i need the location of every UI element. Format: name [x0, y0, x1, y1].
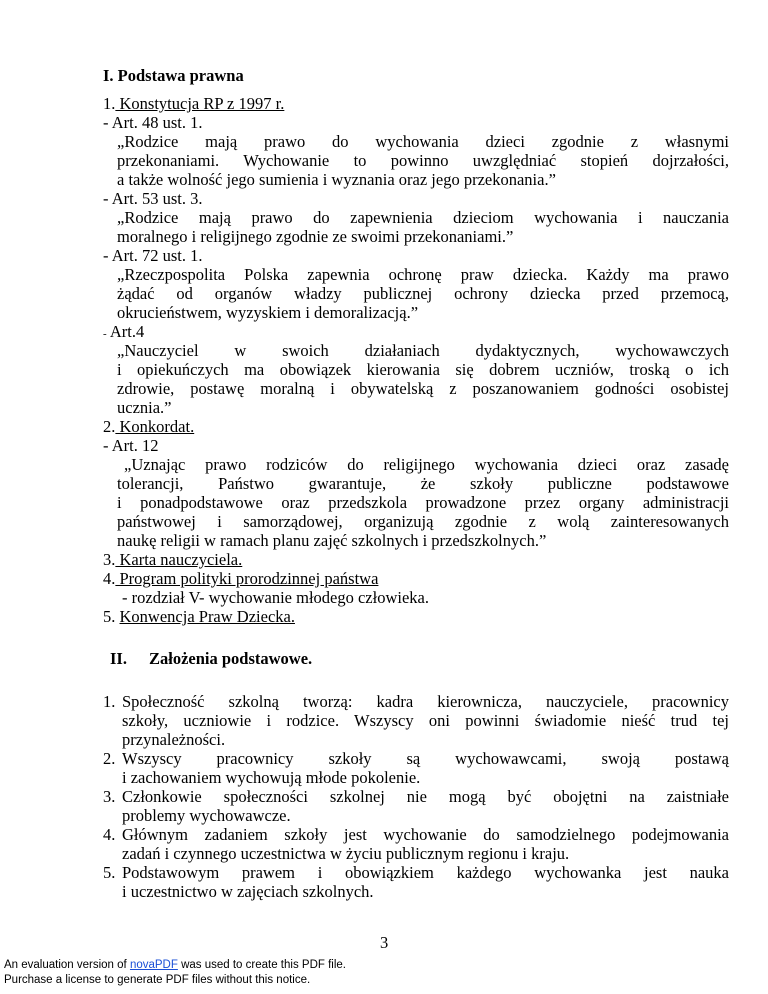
article-12-line: i ponadpodstawowe oraz przedszkola prowadzone przez organy administracji [117, 493, 729, 512]
item-title: Karta nauczyciela. [115, 550, 243, 569]
list-number: 2. [103, 749, 116, 768]
article-48-label: - Art. 48 ust. 1. [103, 113, 203, 132]
principle-line: problemy wychowawcze. [122, 806, 291, 825]
item-title: Program polityki prorodzinnej państwa [115, 569, 379, 588]
list-item-teacher-charter [103, 550, 242, 569]
principle-line: i zachowaniem wychowują młode pokolenie. [122, 768, 421, 787]
article-72-label: - Art. 72 ust. 1. [103, 246, 203, 265]
list-number: 2. [103, 417, 116, 436]
principle-line: szkoły, uczniowie i rodzice. Wszyscy oni powinni świadomie nieść trud tej [122, 711, 729, 730]
article-48-line: przekonaniami. Wychowanie to powinno uwzględniać stopień dojrzałości, [117, 151, 729, 170]
item-title: Konkordat. [115, 417, 195, 436]
principle-line: przynależności. [122, 730, 226, 749]
principle-line: Wszyscy pracownicy szkoły są wychowawcami, swoją postawą [122, 749, 729, 768]
article-4-title: Art.4 [106, 322, 145, 341]
novapdf-link[interactable]: novaPDF [129, 959, 178, 971]
list-number: 5. [103, 607, 116, 626]
list-item-constitution [103, 94, 284, 113]
article-53-line: „Rodzice mają prawo do zapewnienia dzieciom wychowania i nauczania [117, 208, 729, 227]
notice-text: An evaluation version of [4, 959, 130, 971]
article-4-line: i opiekuńczych ma obowiązek kierowania się dobrem uczniów, troską o ich [117, 360, 729, 379]
article-12-line: tolerancji, Państwo gwarantuje, że szkoły publiczne podstawowe [117, 474, 729, 493]
list-number: 4. [103, 825, 116, 844]
list-item-concordat [103, 417, 194, 436]
list-number: 1. [103, 94, 116, 113]
dash: - [103, 328, 107, 340]
principle-line: Głównym zadaniem szkoły jest wychowanie do samodzielnego podejmowania [122, 825, 729, 844]
family-policy-subitem: - rozdział V- wychowanie młodego człowieka. [122, 588, 429, 607]
evaluation-notice [4, 958, 346, 972]
list-item-convention [103, 607, 295, 626]
notice-text: was used to create this PDF file. [177, 959, 346, 971]
list-number: 5. [103, 863, 116, 882]
article-48-line: „Rodzice mają prawo do wychowania dzieci zgodnie z własnymi [117, 132, 729, 151]
principle-line: zadań i czynnego uczestnictwa w życiu publicznym regionu i kraju. [122, 844, 570, 863]
article-12-label: - Art. 12 [103, 436, 159, 455]
section-1-heading: I. Podstawa prawna [103, 66, 244, 85]
article-4-line: „Nauczyciel w swoich działaniach dydaktycznych, wychowawczych [117, 341, 729, 360]
list-number: 3. [103, 550, 116, 569]
article-12-line: „Uznając prawo rodziców do religijnego wychowania dzieci oraz zasadę [124, 455, 729, 474]
principle-line: Członkowie społeczności szkolnej nie mogą być obojętni na zaistniałe [122, 787, 729, 806]
article-53-label: - Art. 53 ust. 3. [103, 189, 203, 208]
list-number: 1. [103, 692, 116, 711]
article-4-line: zdrowie, postawę moralną i obywatelską z poszanowaniem godności osobistej [117, 379, 729, 398]
principle-line: Podstawowym prawem i obowiązkiem każdego wychowanka jest nauka [122, 863, 729, 882]
article-72-line: „Rzeczpospolita Polska zapewnia ochronę praw dziecka. Każdy ma prawo [117, 265, 729, 284]
item-title: Konstytucja RP z 1997 r. [115, 94, 285, 113]
page-number: 3 [380, 933, 389, 952]
list-number: 3. [103, 787, 116, 806]
license-notice: Purchase a license to generate PDF files without this notice. [4, 974, 311, 986]
principle-line: i uczestnictwo w zajęciach szkolnych. [122, 882, 374, 901]
section-2-roman: II. [110, 649, 127, 668]
section-2-heading: Założenia podstawowe. [149, 649, 313, 668]
list-item-family-policy [103, 569, 378, 588]
article-12-line: naukę religii w ramach planu zajęć szkolnych i przedszkolnych.” [117, 531, 547, 550]
article-4-line: ucznia.” [117, 398, 172, 417]
item-title: Konwencja Praw Dziecka. [119, 607, 295, 626]
article-12-line: państwowej i samorządowej, organizują zgodnie z wolą zainteresowanych [117, 512, 729, 531]
article-72-line: okrucieństwem, wyzyskiem i demoralizacją.” [117, 303, 419, 322]
article-53-line: moralnego i religijnego zgodnie ze swoimi przekonaniami.” [117, 227, 514, 246]
principle-line: Społeczność szkolną tworzą: kadra kierownicza, nauczyciele, pracownicy [122, 692, 729, 711]
article-72-line: żądać od organów władzy publicznej ochrony dziecka przed przemocą, [117, 284, 729, 303]
list-number: 4. [103, 569, 116, 588]
article-48-line: a także wolność jego sumienia i wyznania oraz jego przekonania.” [117, 170, 556, 189]
